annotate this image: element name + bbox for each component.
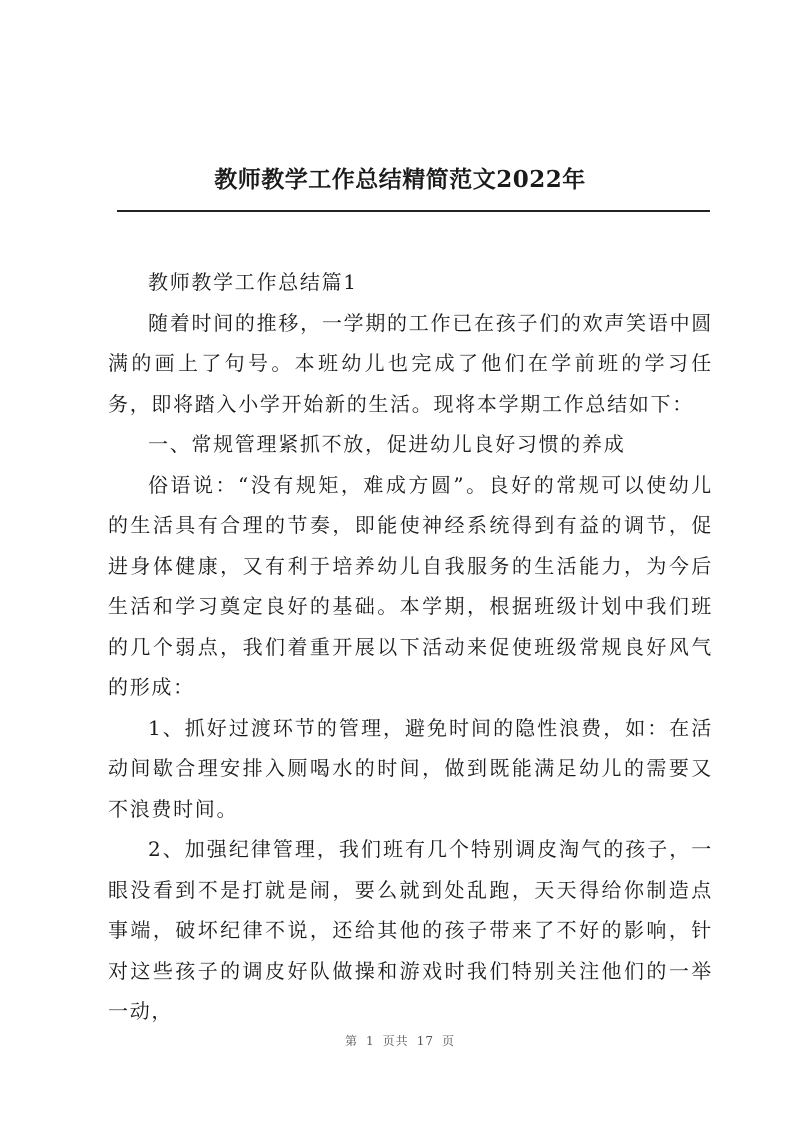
footer-middle: 页共 xyxy=(382,1034,409,1048)
footer-prefix: 第 xyxy=(345,1034,359,1048)
subheading-routine-management: 一、常规管理紧抓不放，促进幼儿良好习惯的养成 xyxy=(148,432,626,456)
footer-suffix: 页 xyxy=(441,1034,455,1048)
title-underline xyxy=(117,210,710,212)
paragraph-intro: 随着时间的推移，一学期的工作已在孩子们的欢声笑语中圆满的画上了句号。本班幼儿也完成了他们在学前班的学习任务，即将踏入小学开始新的生活。现将本学期工作总结如下： xyxy=(108,310,713,416)
footer-total-pages: 17 xyxy=(416,1034,434,1048)
paragraph-item-1: 1、抓好过渡环节的管理，避免时间的隐性浪费，如：在活动间歇合理安排入厕喝水的时间，做到既能满足幼儿的需要又不浪费时间。 xyxy=(108,715,713,821)
section-heading: 教师教学工作总结篇1 xyxy=(148,270,358,294)
paragraph-proverb: 俗语说：“没有规矩，难成方圆”。良好的常规可以使幼儿的生活具有合理的节奏，即能使神经系统得到有益的调节，促进身体健康，又有利于培养幼儿自我服务的生活能力，为今后生活和学习奠定良好的基础。本学期，根据班级计划中我们班的几个弱点，我们着重开展以下活动来促使班级常规良好风气的形成： xyxy=(108,472,713,699)
footer-current-page: 1 xyxy=(366,1034,375,1048)
document-body xyxy=(108,262,713,1032)
document-title: 教师教学工作总结精简范文2022年 xyxy=(214,166,586,193)
page-footer xyxy=(0,1032,800,1049)
paragraph-item-2: 2、加强纪律管理，我们班有几个特别调皮淘气的孩子，一眼没看到不是打就是闹，要么就到处乱跑，天天得给你制造点事端，破坏纪律不说，还给其他的孩子带来了不好的影响，针对这些孩子的调皮好队做操和游戏时我们特别关注他们的一举一动， xyxy=(108,837,713,1023)
